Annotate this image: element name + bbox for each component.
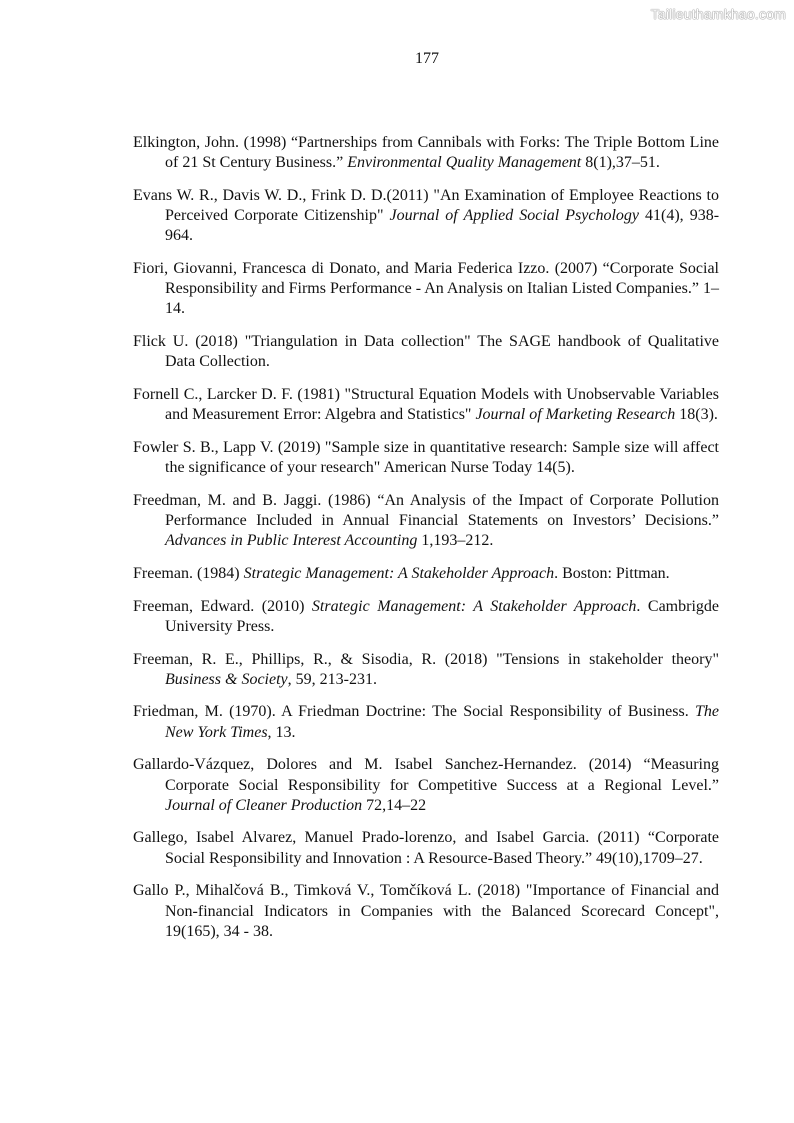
watermark: Tailieuthamkhao.com xyxy=(650,6,786,22)
reference-text: Fiori, Giovanni, Francesca di Donato, and Maria Federica Izzo. (2007) “Corporate Social Responsibility and Firms Performance - An Analysis on Italian Listed Companies.” 1–14. xyxy=(133,260,719,318)
reference-text: . Boston: Pittman. xyxy=(554,564,670,582)
reference-text: Evans W. R., Davis W. D., Frink D. D.(2011) "An Examination of Employee Reactions to Perceived Corporate Citizenship" xyxy=(133,186,719,225)
reference-text: Fowler S. B., Lapp V. (2019) "Sample size in quantitative research: Sample size will affect the significance of your research" American Nurse Today 14(5). xyxy=(133,438,719,477)
reference-source-title: Journal of Cleaner Production xyxy=(165,796,363,814)
reference-entry xyxy=(133,133,719,173)
reference-source-title: Journal of Applied Social Psychology xyxy=(389,207,640,225)
reference-text: Freeman, Edward. (2010) xyxy=(133,597,312,615)
reference-source-title: Journal of Marketing Research xyxy=(475,406,676,424)
reference-source-title: Environmental Quality Management xyxy=(347,154,582,172)
reference-entry xyxy=(133,564,719,584)
page-number: 177 xyxy=(415,50,439,67)
reference-entry xyxy=(133,881,719,942)
reference-entry xyxy=(133,385,719,425)
reference-text: 41(4), 938-964. xyxy=(165,207,720,245)
reference-source-title: Strategic Management: A Stakeholder Approach xyxy=(311,597,637,615)
reference-text: Freeman, R. E., Phillips, R., & Sisodia, R. (2018) "Tensions in stakeholder theory" xyxy=(133,650,719,668)
reference-source-title: Business & Society xyxy=(165,670,288,688)
reference-text: Gallego, Isabel Alvarez, Manuel Prado-lorenzo, and Isabel Garcia. (2011) “Corporate Social Responsibility and Innovation : A Resource-Based Theory.” 49(10),1709–27. xyxy=(133,829,719,867)
reference-text: 72,14–22 xyxy=(362,796,427,814)
reference-text: Elkington, John. (1998) “Partnerships from Cannibals with Forks: The Triple Bottom Line of 21 St Century Business.” xyxy=(133,134,719,172)
reference-entry xyxy=(133,186,719,247)
reference-text: Gallo P., Mihalčová B., Timková V., Tomčíková L. (2018) "Importance of Financial and Non-financial Indicators in Companies with the Balanced Scorecard Concept", 19(165), 34 - 38. xyxy=(133,882,719,940)
reference-text: Friedman, M. (1970). A Friedman Doctrine: The Social Responsibility of Business. xyxy=(133,703,695,721)
reference-text: Freeman. (1984) xyxy=(133,564,244,582)
reference-text: , 59, 213-231. xyxy=(287,670,377,688)
reference-entry xyxy=(133,650,719,690)
reference-text: Flick U. (2018) "Triangulation in Data collection" The SAGE handbook of Qualitative Data Collection. xyxy=(133,333,719,371)
reference-text: 1,193–212. xyxy=(417,532,494,550)
reference-source-title: The New York Times xyxy=(165,703,719,741)
reference-entry xyxy=(133,597,719,637)
reference-source-title: Strategic Management: A Stakeholder Approach xyxy=(243,564,555,582)
reference-list xyxy=(133,133,719,955)
reference-entry xyxy=(133,828,719,868)
reference-text: Fornell C., Larcker D. F. (1981) "Structural Equation Models with Unobservable Variables and Measurement Error: Algebra and Statistics" xyxy=(133,386,719,424)
reference-source-title: Advances in Public Interest Accounting xyxy=(165,532,418,550)
reference-entry xyxy=(133,259,719,320)
reference-text: 18(3). xyxy=(675,406,718,424)
reference-entry xyxy=(133,491,719,552)
reference-text: , 13. xyxy=(267,723,296,741)
reference-text: Gallardo-Vázquez, Dolores and M. Isabel Sanchez-Hernandez. (2014) “Measuring Corporate Social Responsibility for Competitive Success at a Regional Level.” xyxy=(133,756,719,794)
reference-text: Freedman, M. and B. Jaggi. (1986) “An Analysis of the Impact of Corporate Pollution Performance Included in Annual Financial Statements on Investors’ Decisions.” xyxy=(133,491,719,530)
reference-entry xyxy=(133,755,719,816)
reference-text: 8(1),37–51. xyxy=(581,154,660,172)
reference-entry xyxy=(133,438,719,478)
reference-entry xyxy=(133,702,719,742)
reference-text: . Cambrigde University Press. xyxy=(165,597,720,635)
reference-entry xyxy=(133,332,719,372)
